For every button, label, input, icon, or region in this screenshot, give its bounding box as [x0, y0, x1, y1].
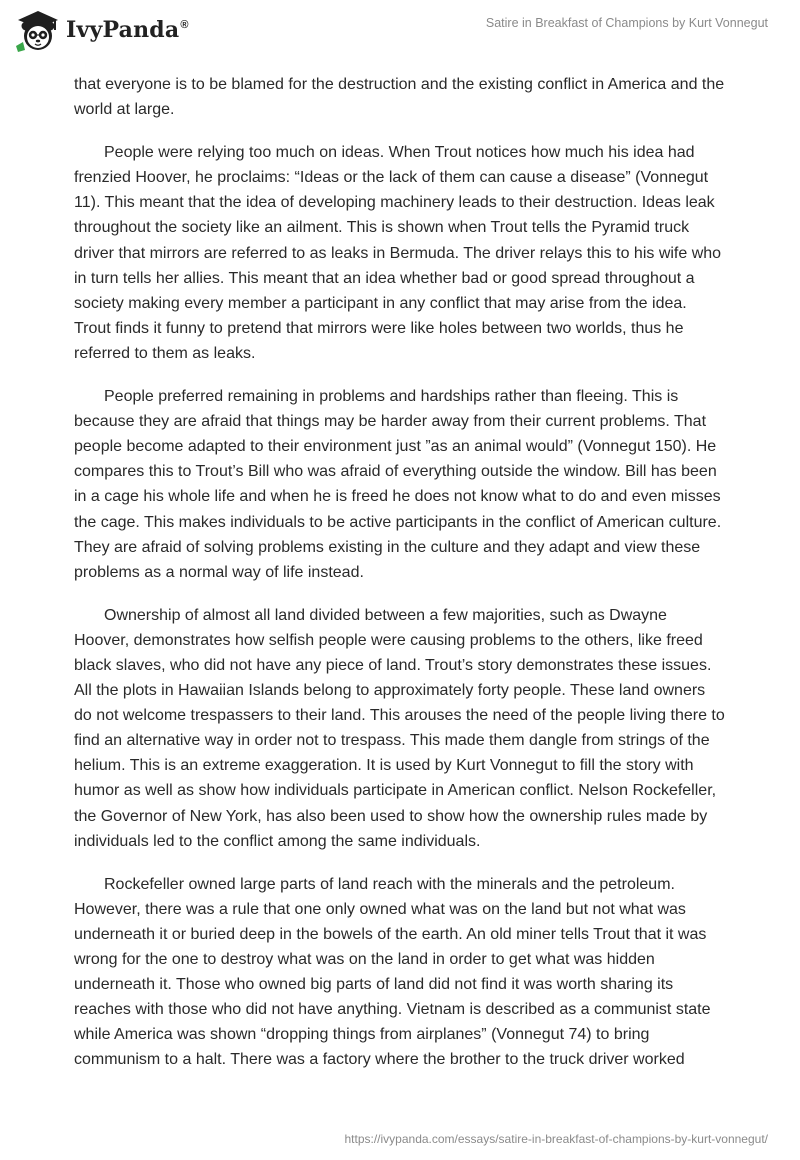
paragraph: Ownership of almost all land divided between a few majorities, such as Dwayne Hoover, demonstrates how selfish people were causing problems to the others, like freed black slaves, who did not have any piece of land. Trout’s story demonstrates these issues. All the plots in Hawaiian Islands belong to approximately forty people. These land owners do not welcome trespassers to their land. This arouses the need of the people living there to find an alternative way in order not to trespass. This made them dangle from strings of the helium. This is an extreme exaggeration. It is used by Kurt Vonnegut to fill the story with humor as well as show how individuals participate in American conflict. Nelson Rockefeller, the Governor of New York, has also been used to show how the ownership rules made by individuals led to the conflict among the same individuals.	[74, 606, 725, 850]
logo[interactable]	[14, 6, 189, 54]
paragraph: that everyone is to be blamed for the destruction and the existing conflict in America and the world at large.	[74, 76, 725, 119]
paragraph: People were relying too much on ideas. When Trout notices how much his idea had frenzied Hoover, he proclaims: “Ideas or the lack of them can cause a disease” (Vonnegut 11). This meant that the idea of developing machinery leads to their destruction. Ideas leak throughout the society like an ailment. This is shown when Trout tells the Pyramid truck driver that mirrors are referred to as leaks in Bermuda. The driver relays this to his wife who in turn tells her allies. This meant that an idea whether bad or good spread throughout a society making every member a participant in any conflict that may arise from the idea. Trout finds it funny to pretend that mirrors were like holes between two worlds, thus he referred to them as leaks.	[74, 144, 722, 362]
document-title: Satire in Breakfast of Champions by Kurt Vonnegut	[485, 16, 768, 30]
essay-body	[74, 72, 726, 1090]
paragraph: Rockefeller owned large parts of land reach with the minerals and the petroleum. However, there was a rule that one only owned what was on the land but not what was underneath it or buried deep in the bowels of the earth. An old miner tells Trout that it was wrong for the one to destroy what was on the land in order to get what was hidden underneath it. Those who owned big parts of land did not find it was worth sharing its reaches with those who did not have anything. Vietnam is described as a communist state while America was shown “dropping things from airplanes” (Vonnegut 74) to bring communism to a halt. There was a factory where the brother to the truck driver worked	[74, 875, 711, 1069]
panda-graduate-icon	[14, 6, 62, 54]
page-header	[0, 0, 800, 64]
logo-text: IvyPanda®	[66, 17, 189, 43]
registered-mark: ®	[180, 19, 189, 31]
paragraph: People preferred remaining in problems and hardships rather than fleeing. This is because they are afraid that things may be harder away from their current problems. That people become adapted to their environment just ”as an animal would” (Vonnegut 150). He compares this to Trout’s Bill who was afraid of everything outside the window. Bill has been in a cage his whole life and when he is freed he does not know what to do and even misses the cage. This makes individuals to be active participants in the conflict of American culture. They are afraid of solving problems existing in the culture and they adapt and view these problems as a normal way of life instead.	[74, 388, 722, 581]
source-url-link[interactable]: https://ivypanda.com/essays/satire-in-breakfast-of-champions-by-kurt-vonnegut/	[344, 1132, 768, 1146]
